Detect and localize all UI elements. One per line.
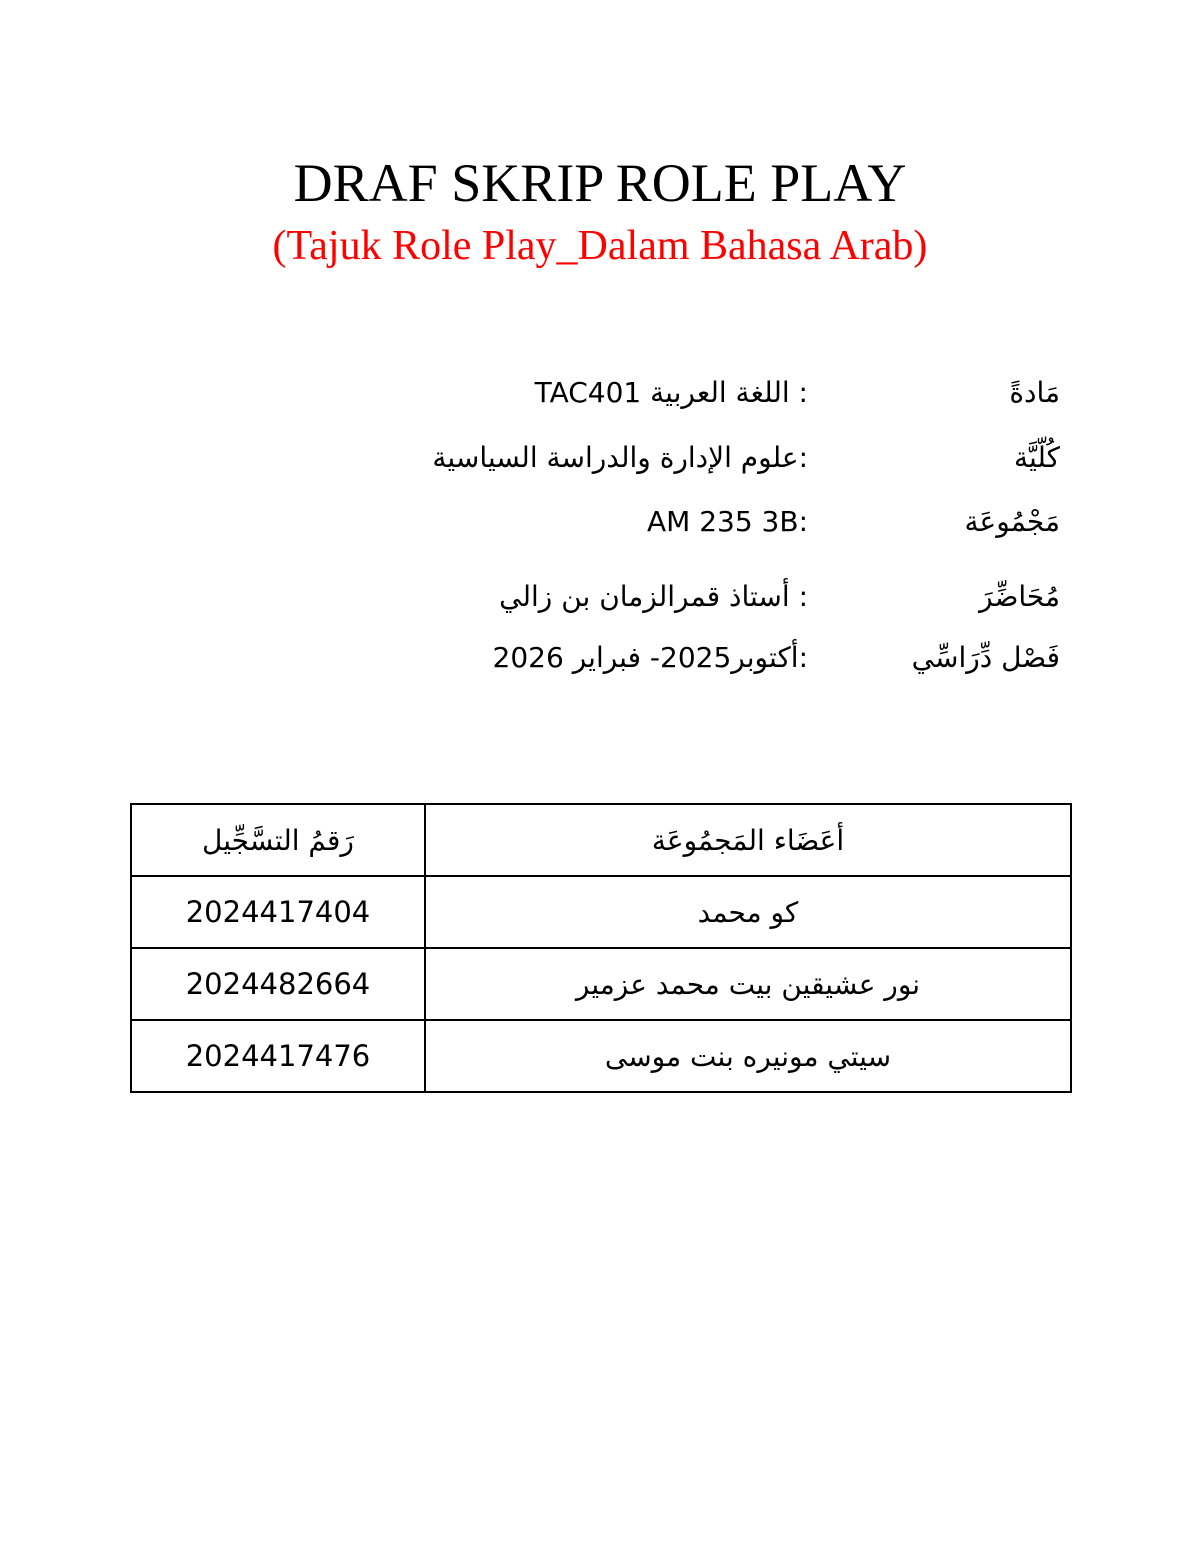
info-label-subject: مَادةً (1009, 376, 1060, 409)
info-value-faculty: :علوم الإدارة والدراسة السياسية (432, 441, 808, 474)
info-value-semester: :أكتوبر2025- فبراير 2026 (492, 641, 808, 674)
table-row (131, 876, 1071, 948)
members-table (130, 803, 1072, 1093)
info-value-lecturer: : أستاذ قمرالزمان بن زالي (499, 580, 808, 613)
table-row (131, 948, 1071, 1020)
member-name: سيتي مونيره بنت موسى (425, 1020, 1071, 1092)
info-label-group: مَجْمُوعَة (964, 505, 1060, 538)
document-title: DRAF SKRIP ROLE PLAY (293, 153, 907, 213)
info-row-faculty (0, 428, 1200, 488)
info-value-group: AM 235 3B: (646, 505, 808, 538)
table-header-row (131, 804, 1071, 876)
registration-number: 2024482664 (131, 948, 425, 1020)
header-registration-number: رَقمُ التسَّجِّيل (131, 804, 425, 876)
info-label-lecturer: مُحَاضِّرَ (979, 580, 1060, 613)
member-name: كو محمد (425, 876, 1071, 948)
header-group-members: أعَضَاء المَجمُوعَة (425, 804, 1071, 876)
info-row-semester (0, 628, 1200, 688)
registration-number: 2024417476 (131, 1020, 425, 1092)
registration-number: 2024417404 (131, 876, 425, 948)
info-row-lecturer (0, 567, 1200, 627)
info-row-subject (0, 363, 1200, 423)
table-row (131, 1020, 1071, 1092)
info-label-semester: فَصْل دِّرَاسِّي (911, 641, 1060, 674)
member-name: نور عشيقين بيت محمد عزمير (425, 948, 1071, 1020)
info-row-group (0, 492, 1200, 552)
info-value-subject: : اللغة العربية TAC401 (534, 376, 808, 409)
info-label-faculty: كُلّيَّة (1013, 441, 1060, 474)
document-subtitle: (Tajuk Role Play_Dalam Bahasa Arab) (272, 223, 928, 269)
